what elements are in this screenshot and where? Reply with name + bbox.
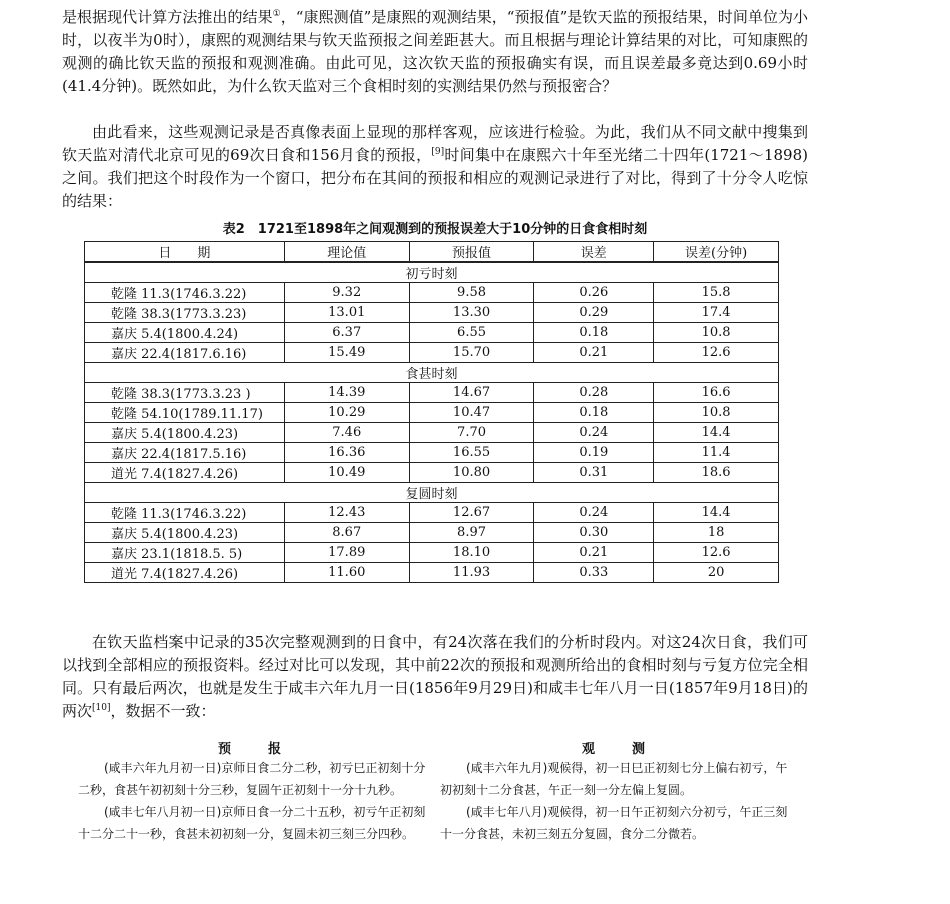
cell-error: 0.28	[534, 383, 654, 403]
cell-error: 0.21	[534, 543, 654, 563]
column-header-error-minutes: 误差(分钟)	[654, 242, 779, 263]
cell-theoretical: 6.37	[284, 323, 409, 343]
cell-date: 嘉庆 5.4(1800.4.23)	[85, 523, 285, 543]
cell-error-minutes: 14.4	[654, 503, 779, 523]
cell-error-minutes: 15.8	[654, 283, 779, 303]
table-body	[85, 262, 779, 583]
cell-error: 0.33	[534, 563, 654, 583]
cell-theoretical: 7.46	[284, 423, 409, 443]
column-header-theoretical: 理论值	[284, 242, 409, 263]
cell-predicted: 10.80	[409, 463, 534, 483]
forecast-entry-1857: (咸丰七年八月初一日)京师日食一分二十五秒，初亏午正初刻十二分二十一秒，食甚未初初刻一分，复圆未初三刻三分四秒。	[78, 805, 426, 841]
paragraph-3-text-before: 在钦天监档案中记录的35次完整观测到的日食中，有24次落在我们的分析时段内。对这24次日食，我们可以找到全部相应的预报资料。经过对比可以发现，其中前22次的预报和观测所给出的食相时刻与亏复方位完全相同。只有最后两次，也就是发生于咸丰六年九月一日(1856年9月29日)和咸丰七年八月一日(1857年9月18日)的两次	[62, 633, 808, 720]
cell-theoretical: 16.36	[284, 443, 409, 463]
paragraph-1	[62, 6, 808, 98]
cell-error-minutes: 16.6	[654, 383, 779, 403]
observation-column	[440, 757, 792, 845]
table-row	[85, 463, 779, 483]
paragraph-2-text-before: 由此看来，这些观测记录是否真像表面上显现的那样客观，应该进行检验。为此，我们从不同文献中搜集到钦天监对清代北京可见的69次日食和156月食的预报，	[62, 123, 808, 164]
cell-date: 嘉庆 22.4(1817.5.16)	[85, 443, 285, 463]
cell-error-minutes: 11.4	[654, 443, 779, 463]
paragraph-2-text-after: 时间集中在康熙六十年至光绪二十四年(1721～1898)之间。我们把这个时段作为一个窗口，把分布在其间的预报和相应的观测记录进行了对比，得到了十分令人吃惊的结果：	[62, 146, 808, 210]
cell-error: 0.24	[534, 503, 654, 523]
cell-theoretical: 15.49	[284, 343, 409, 363]
eclipse-error-table	[84, 241, 779, 583]
cell-theoretical: 8.67	[284, 523, 409, 543]
cell-error: 0.26	[534, 283, 654, 303]
paragraph-2	[62, 121, 808, 213]
table-row	[85, 283, 779, 303]
cell-error: 0.19	[534, 443, 654, 463]
table-row	[85, 323, 779, 343]
observation-heading: 观 测	[582, 742, 658, 757]
cell-date: 嘉庆 22.4(1817.6.16)	[85, 343, 285, 363]
cell-predicted: 11.93	[409, 563, 534, 583]
cell-error: 0.31	[534, 463, 654, 483]
cell-predicted: 18.10	[409, 543, 534, 563]
footnote-marker[interactable]: ①	[272, 9, 281, 19]
cell-date: 乾隆 38.3(1773.3.23)	[85, 303, 285, 323]
cell-error: 0.29	[534, 303, 654, 323]
cell-theoretical: 10.49	[284, 463, 409, 483]
table-row	[85, 543, 779, 563]
cell-error: 0.24	[534, 423, 654, 443]
cell-error: 0.18	[534, 323, 654, 343]
cell-theoretical: 14.39	[284, 383, 409, 403]
cell-error: 0.18	[534, 403, 654, 423]
cell-theoretical: 17.89	[284, 543, 409, 563]
observation-entry-1857: (咸丰七年八月)观候得，初一日午正初刻六分初亏，午正三刻十一分食甚，未初三刻五分复圆，食分二分微若。	[440, 805, 788, 841]
cell-predicted: 8.97	[409, 523, 534, 543]
cell-error-minutes: 14.4	[654, 423, 779, 443]
forecast-heading: 预 报	[218, 742, 294, 757]
table-group-row	[85, 363, 779, 383]
cell-error-minutes: 12.6	[654, 543, 779, 563]
cell-date: 道光 7.4(1827.4.26)	[85, 463, 285, 483]
cell-error-minutes: 20	[654, 563, 779, 583]
cell-predicted: 13.30	[409, 303, 534, 323]
column-header-date: 日 期	[85, 242, 285, 263]
cell-date: 乾隆 11.3(1746.3.22)	[85, 283, 285, 303]
table-group-label: 初亏时刻	[85, 262, 779, 283]
cell-error: 0.30	[534, 523, 654, 543]
cell-theoretical: 13.01	[284, 303, 409, 323]
cell-predicted: 9.58	[409, 283, 534, 303]
cell-date: 嘉庆 23.1(1818.5. 5)	[85, 543, 285, 563]
column-header-error: 误差	[534, 242, 654, 263]
citation-ref-10[interactable]: [10]	[92, 703, 111, 713]
cell-predicted: 16.55	[409, 443, 534, 463]
citation-ref-9[interactable]: [9]	[431, 147, 445, 157]
cell-error-minutes: 18.6	[654, 463, 779, 483]
cell-predicted: 6.55	[409, 323, 534, 343]
cell-theoretical: 11.60	[284, 563, 409, 583]
cell-theoretical: 9.32	[284, 283, 409, 303]
cell-date: 乾隆 54.10(1789.11.17)	[85, 403, 285, 423]
forecast-column	[78, 757, 426, 845]
cell-error-minutes: 12.6	[654, 343, 779, 363]
table-caption: 表2 1721至1898年之间观测到的预报误差大于10分钟的日食食相时刻	[222, 222, 648, 237]
cell-error-minutes: 10.8	[654, 403, 779, 423]
cell-predicted: 10.47	[409, 403, 534, 423]
table-row	[85, 383, 779, 403]
paragraph-1-text-before: 是根据现代计算方法推出的结果	[62, 8, 273, 26]
table-header-row	[85, 242, 779, 263]
table-row	[85, 523, 779, 543]
cell-predicted: 14.67	[409, 383, 534, 403]
cell-error-minutes: 17.4	[654, 303, 779, 323]
cell-date: 道光 7.4(1827.4.26)	[85, 563, 285, 583]
cell-predicted: 12.67	[409, 503, 534, 523]
table-group-row	[85, 262, 779, 283]
table-group-label: 食甚时刻	[85, 363, 779, 383]
column-header-predicted: 预报值	[409, 242, 534, 263]
cell-error-minutes: 10.8	[654, 323, 779, 343]
cell-predicted: 7.70	[409, 423, 534, 443]
cell-date: 嘉庆 5.4(1800.4.24)	[85, 323, 285, 343]
table-row	[85, 403, 779, 423]
table-row	[85, 503, 779, 523]
table-row	[85, 443, 779, 463]
table-row	[85, 303, 779, 323]
paragraph-3	[62, 631, 808, 723]
paragraph-1-text-after: ，“康熙测值”是康熙的观测结果，“预报值”是钦天监的预报结果，时间单位为小时，以夜半为0时），康熙的观测结果与钦天监预报之间差距甚大。而且根据与理论计算结果的对比，可知康熙的观测的确比钦天监的预报和观测准确。由此可见，这次钦天监的预报确实有误，而且误差最多竟达到0.69小时(41.4分钟)。既然如此，为什么钦天监对三个食相时刻的实测结果仍然与预报密合？	[62, 8, 808, 95]
table-row	[85, 343, 779, 363]
cell-error: 0.21	[534, 343, 654, 363]
cell-date: 嘉庆 5.4(1800.4.23)	[85, 423, 285, 443]
paragraph-3-text-after: ，数据不一致：	[110, 702, 216, 720]
cell-theoretical: 12.43	[284, 503, 409, 523]
table-group-label: 复圆时刻	[85, 483, 779, 503]
forecast-entry-1856: (咸丰六年九月初一日)京师日食二分二秒，初亏巳正初刻十分二秒，食甚午初初刻十分三秒，复圆午正初刻十一分十九秒。	[78, 761, 426, 797]
cell-predicted: 15.70	[409, 343, 534, 363]
table-group-row	[85, 483, 779, 503]
cell-error-minutes: 18	[654, 523, 779, 543]
table-row	[85, 423, 779, 443]
table-row	[85, 563, 779, 583]
observation-entry-1856: (咸丰六年九月)观候得，初一日巳正初刻七分上偏右初亏，午初初刻十二分食甚，午正一刻一分左偏上复圆。	[440, 761, 788, 797]
cell-date: 乾隆 11.3(1746.3.22)	[85, 503, 285, 523]
cell-theoretical: 10.29	[284, 403, 409, 423]
cell-date: 乾隆 38.3(1773.3.23 )	[85, 383, 285, 403]
